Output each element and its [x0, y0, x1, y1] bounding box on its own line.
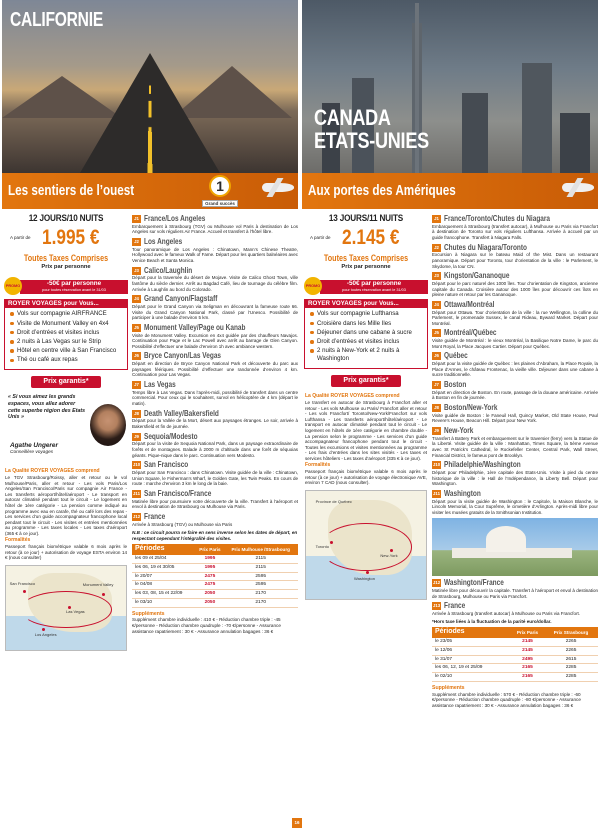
note-part: liées à la fluctuation de la parité euro/dollar. [456, 618, 552, 624]
supplements-text: Supplément chambre individuelle : 570 € - Réduction chambre triple : -60 €/personne - Réduction chambre quadruple : -80 €/personne - Assurance assistance rapatriement : 30 € - Assurance annulation bagages : 36 € [432, 691, 581, 708]
table-cell: les 09 et 25/04 [132, 555, 196, 563]
day-badge: J4 [432, 301, 441, 309]
advisor-quote [4, 392, 128, 462]
day-text: Départ pour Philadelphie, 1ère capitale des Etats-Unis. Visite à pied du centre historique de la ville : le Hall de l’Indépendance, la Liberty Bell. Départ pour Washington. [432, 470, 598, 487]
included-section [5, 468, 127, 561]
per-person-label: Prix par personne [341, 263, 391, 270]
day-badge: J6 [432, 352, 441, 360]
day-header [432, 351, 598, 361]
day-title: Kingston/Gananoque [444, 271, 510, 281]
table-cell: 2265 [544, 638, 598, 646]
map-route [320, 523, 411, 571]
day-text: Départ pour la traversée du désert de Mojave. Visite de Calico Ghost Town, ville fantôme du siècle dernier. Arrêt au Bagdad Café, lieu de tournage du célèbre film. Arrivée à Laughlin au bord du Colorado. [132, 275, 298, 292]
day-badge: J10 [433, 462, 441, 468]
period-price-table [432, 627, 598, 682]
day-badge: J5 [432, 329, 441, 337]
table-cell: le 31/07 [432, 655, 511, 664]
table-cell: 2050 [196, 599, 223, 608]
day-entry [132, 460, 298, 487]
table-cell: 2595 [223, 572, 298, 581]
map-dot [366, 571, 369, 574]
day-header [432, 426, 598, 436]
price-box [302, 225, 430, 253]
royer-list [304, 308, 428, 368]
table-cell: le 23/05 [432, 638, 511, 646]
map-dot [23, 590, 26, 593]
table-cell: 2285 [544, 664, 598, 673]
itinerary-note [432, 619, 598, 625]
day-title: Washington/France [444, 578, 505, 588]
included-text: Le transfert en autocar de Strasbourg à Francfort aller et retour - Les vols Mulhouse ou Paris/ Francfort aller et retour - Les vols Francfort/ Toronto/New-York/Francfort sur vols Lufthansa - Les transferts aéroport/hôtel/aéroport - Le transport en autocar climatisé pendant tout le circuit - Le logement en hôtels de 1ère catégorie en chambre double - La pension selon le programme - Les services d’un guide accompagnateur francophone pendant tout le circuit - Toutes les excursions et visites mentionnées au programme - Les frais d’entrées dans les sites visités - Les taxes et services hôteliers - Les taxes d’aéroport (335 € à ce jour). [305, 400, 427, 461]
table-cell: le 02/10 [432, 673, 511, 682]
table-row [432, 638, 598, 646]
day-badge: J1 [132, 215, 141, 223]
day-entry [432, 380, 598, 401]
day-title: France/Toronto/Chutes du Niagara [444, 214, 551, 223]
table-cell: 2285 [544, 673, 598, 682]
table-cell: le 12/06 [432, 646, 511, 655]
day-header [432, 300, 598, 310]
included-text: Le TGV Strasbourg/Roissy, aller et retour ou le vol Mulhouse/Paris, aller et retour - Les vols Paris/Los Angeles/San Francisco/Paris sur compagnie Air France - Les transferts aéroport/hôtel/aéroport - Le transport en autocar climatisé pendant tout le circuit - Le logement en hôtel de 1ère catégorie - La pension comme indiqué au programme avec eau en carafe, thé ou café lors des repas - Les services d’un guide accompagnateur francophone local pendant tout le circuit - Les visites et entrées mentionnées au programme - Les taxes locales - Les taxes d’aéroport (365 € à ce jour). [5, 475, 127, 536]
table-cell: le 20/07 [132, 572, 196, 581]
day-title: Monument Valley/Page ou Kanab [144, 322, 246, 332]
day-entry [132, 512, 298, 527]
tour-name: Les sentiers de l’ouest [8, 182, 135, 199]
day-entry [132, 294, 298, 321]
map-label: Monument Valley [82, 581, 114, 587]
day-title: Ottawa/Montréal [444, 299, 495, 309]
royer-item: Visite de Monument Valley en 4x4 [10, 320, 124, 328]
day-header [132, 512, 298, 522]
promo-box [320, 280, 428, 294]
day-title: Washington [444, 488, 481, 498]
map-label: Los Angeles [34, 632, 57, 638]
advisor-name: Agathe Ungerer [10, 442, 58, 450]
destination-title [314, 106, 429, 152]
table-cell: les 06, 19 et 30/05 [132, 563, 196, 572]
day-badge: J13 [433, 603, 441, 609]
table-row [432, 655, 598, 664]
formalities-title: Formalités [305, 462, 331, 469]
supplements [432, 685, 598, 708]
day-title: San Francisco/France [144, 488, 212, 498]
day-text: Départ pour le parc naturel des 1000 îles. Tour d’orientation de Kingston, ancienne capitale du Canada. Croisière autour des 1000 îles pour découvrir ces îlots en pleine nature et retour par les Gananoque. [432, 281, 598, 298]
table-cell: 2475 [196, 572, 223, 581]
building-shape [462, 93, 488, 173]
day-entry [132, 266, 298, 293]
royer-item: 2 nuits à New-York et 2 nuits à Washington [310, 347, 424, 363]
day-text: Départ pour la visite guidée de Washington : le Capitole, la Maison Blanche, le Lincoln Memorial, la Cour Suprême, le cimetière d’Arlington. Après-midi libre pour visiter les musées gratuits de la Smithsonian Institution. [432, 498, 598, 515]
supplements-text: Supplément chambre individuelle : 410 € - Réduction chambre triple : -45 €/personne - Réduction chambre quadruple : -70 €/personne - Assurance assistance rapatriement : 30 € - Assurance annulation bagages : 36 € [132, 617, 281, 634]
canada-itinerary [432, 212, 598, 708]
day-badge: J12 [433, 580, 441, 586]
guarantee-badge: Prix garantis* [331, 375, 401, 388]
day-entry [432, 403, 598, 424]
medal-rank: 1 [209, 175, 231, 197]
day-header [432, 271, 598, 281]
promo-star-badge: PROMO [4, 277, 22, 295]
newyork-hero-photo [302, 0, 598, 173]
day-badge: J5 [132, 324, 141, 332]
price-from-label: A partir de [10, 234, 31, 240]
day-header [432, 328, 598, 338]
map-label: Province de Québec [315, 498, 352, 504]
day-title: Calico/Laughlin [144, 265, 193, 275]
table-row [132, 555, 298, 563]
table-cell: 2165 [511, 664, 544, 673]
ttc-label: Toutes Taxes Comprises [323, 252, 409, 263]
day-title: New-York [444, 426, 474, 436]
day-entry [432, 214, 598, 241]
map-label: Las Vegas [66, 608, 85, 614]
building-shape [560, 113, 590, 173]
day-badge: J4 [132, 295, 141, 303]
day-header [132, 237, 298, 247]
day-header [132, 294, 298, 304]
day-text: Départ pour la visite de Sequoia National Park, dans un paysage extraordinaire de forêts et de montagnes. Balade à 2000 m d’altitude dans une forêt de séquoias géants. Pique-nique dans le parc. Continuation vers Modesto. [132, 441, 298, 458]
royer-item: Droit d’entrées et visites inclus [10, 329, 124, 337]
promo-main: -50€ par personne [346, 279, 402, 287]
day-header [132, 266, 298, 276]
table-row [132, 599, 298, 608]
table-cell: 2115 [223, 555, 298, 563]
airplane-icon [562, 183, 594, 192]
tour-name-band [2, 173, 298, 209]
royer-item: Vols sur compagnie AIRFRANCE [10, 310, 124, 318]
day-text: Départ pour la visite guidée de Québec : les plaines d’Abraham, la Place Royale, la Place d’Armes, le château Frontenac, la vieille ville. Déjeuner dans une cabane à sucre traditionnelle. [432, 361, 598, 378]
day-entry [432, 460, 598, 487]
day-text: Visite de Monument Valley. Excursion en 4x4 guidée par des chauffeurs Navajos. Continuation pour Page et le Lac Powell avec arrêt au barrage de Glen Canyon. Possibilité d’effectuer une balade d’environ 1h avec ambiance western. [132, 332, 298, 349]
california-column [2, 0, 298, 830]
itinerary-days [432, 214, 598, 617]
day-entry [432, 243, 598, 270]
ttc-label: Toutes Taxes Comprises [23, 252, 109, 263]
table-cell: 2495 [511, 655, 544, 664]
day-entry [432, 351, 598, 378]
table-header: Prix Strasbourg [544, 627, 598, 638]
day-badge: J8 [432, 404, 441, 412]
day-badge: J12 [133, 513, 141, 519]
promo-sub: pour toutes réservation avant le 31/03 [42, 287, 106, 292]
day-title: Boston/New-York [444, 403, 498, 412]
period-price-table [132, 544, 298, 608]
day-title: Death Valley/Bakersfield [144, 408, 219, 418]
table-header: Prix Mulhouse /Strasbourg [223, 544, 298, 555]
table-cell: 2165 [511, 673, 544, 682]
day-header [432, 403, 598, 413]
day-text: Départ pour San Francisco : dans Chinatown. Visite guidée de la ville : Chinatown, Union Square, le Fisherman’s Wharf, le Golden Gate, les Twin Peaks. En cours de route : marche d’environ 3 km le long de la baie. [132, 470, 298, 487]
day-entry [432, 328, 598, 349]
day-entry [432, 300, 598, 327]
day-text: Départ pour le Grand Canyon via Seligman en découvrant la fameuse route 66. Visite du Grand Canyon National Park, classé par l’Unesco. Possibilité de participer à une balade d’environ 5 km. [132, 304, 298, 321]
day-badge: J2 [132, 238, 141, 246]
day-title: Los Angeles [144, 237, 183, 247]
table-cell: 2050 [196, 590, 223, 599]
day-header [432, 460, 598, 470]
day-header [132, 351, 298, 361]
supplements [132, 611, 298, 634]
map-dot [102, 593, 105, 596]
day-entry [432, 578, 598, 599]
day-title: Las Vegas [144, 379, 176, 389]
included-section [305, 393, 427, 486]
table-cell: 2145 [511, 646, 544, 655]
day-badge: J9 [432, 427, 441, 435]
day-entry [432, 601, 598, 616]
day-entry [132, 323, 298, 350]
table-header: Prix Paris [511, 627, 544, 638]
day-header [132, 432, 298, 442]
day-badge: J7 [132, 381, 141, 389]
included-title: La Qualité ROYER VOYAGES comprend [305, 393, 400, 400]
day-entry [432, 489, 598, 516]
table-row [132, 590, 298, 599]
day-entry [132, 214, 298, 235]
day-badge: J7 [432, 381, 441, 389]
day-text: Départ pour Ottawa. Tour d’orientation de la ville : la rue Wellington, la colline du Parlement, le promenade Sussex, le canal Rideau, Byward Market. Départ pour Montréal. [432, 309, 598, 326]
day-text: Temps libre à Las Vegas. Dans l’après-midi, possibilité de transfert dans un centre commercial. Pour ceux qui le souhaitent, survol en hélicoptère de 4 km (départ le matin). [132, 389, 298, 406]
day-text: Excursion à Niagara sur le bateau Maid of the Mist. Dans un restaurant panoramique. Départ pour Toronto, tour d’orientation de la ville : le Parlement, le Skydome, la tour CN. [432, 252, 598, 269]
day-entry [132, 489, 298, 510]
day-header [132, 323, 298, 333]
day-title: France/Los Angeles [144, 214, 206, 223]
guarantee-badge: Prix garantis* [31, 376, 101, 389]
royer-item: Croisière dans les Mille Iles [310, 320, 424, 328]
map-label: San Francisco [9, 580, 36, 586]
day-text: Matinée libre pour découvrir la capitale. Transfert à l’aéroport et envol à destination de Strasbourg, Mulhouse ou Paris via Francfort. [432, 588, 598, 599]
royer-title: ROYER VOYAGES pour Vous... [304, 299, 428, 309]
airplane-icon [262, 183, 294, 192]
day-header [432, 601, 598, 611]
included-title: La Qualité ROYER VOYAGES comprend [5, 468, 100, 475]
day-text: Arrivée à Strasbourg (transfert autocar) à Mulhouse ou Paris via Francfort. [432, 611, 581, 617]
day-header [132, 489, 298, 499]
itinerary-days [132, 214, 298, 527]
canada-left-panel [302, 213, 430, 600]
grand-succes-medal [202, 173, 238, 213]
canada-route-map [305, 490, 427, 600]
day-title: Grand Canyon/Flagstaff [144, 294, 218, 304]
day-title: Sequoia/Modesto [144, 431, 198, 441]
royer-item: 2 nuits à Las Vegas sur le Strip [10, 338, 124, 346]
table-header: Périodes [432, 627, 511, 638]
day-badge: J9 [132, 433, 141, 441]
california-hero-photo [2, 0, 298, 173]
promo-main: -50€ par personne [46, 279, 102, 287]
table-header: Prix Paris [196, 544, 223, 555]
promo-box [20, 280, 128, 294]
table-row [132, 563, 298, 572]
day-text: Départ pour la Vallée de la Mort, désert aux paysages étranges. Le soir, arrivée à Bakersfield et fin de journée. [132, 418, 298, 430]
table-row [132, 572, 298, 581]
map-label: Washington [354, 576, 375, 582]
table-cell: les 06, 12, 19 et 25/09 [432, 664, 511, 673]
supplements-title: Suppléments [132, 611, 165, 618]
formalities-text: Passeport français biométrique valable 6 mois après le retour (à ce jour) + autorisation de voyage électronique AVE, environ 7 CAD (nous consulter). [305, 469, 427, 486]
table-cell: 2170 [223, 599, 298, 608]
destination-title: CALIFORNIE [10, 9, 103, 31]
table-row [432, 673, 598, 682]
table-cell: 2170 [223, 590, 298, 599]
itinerary-note: N.B : ce circuit pourra se faire en sens inverse selon les dates de départ, en respectant cependant l’intégralité des visites. [132, 530, 298, 541]
map-dot [330, 541, 333, 544]
promo-banner [304, 277, 428, 295]
day-badge: J11 [133, 490, 140, 496]
day-header [132, 409, 298, 419]
day-text: Tour panoramique de Los Angeles : Chinatown, Mann’s Chinese Theatre, Hollywood avec le fameux Walk of Fame. Départ pour les quartiers balnéaires avec Venice Beach et Santa Monica. [132, 246, 298, 264]
quote-text: « Si vous aimez les grands espaces, vous allez adorer cette superbe région des Etats Unis » [8, 394, 86, 421]
capitol-photo [432, 518, 598, 576]
day-badge: J3 [432, 272, 441, 280]
day-entry [432, 426, 598, 458]
dome-shape [486, 526, 526, 552]
royer-list [4, 308, 128, 369]
supplements-title: Suppléments [432, 685, 465, 692]
day-text: Départ en direction de Bryce Canyon National Park et découverte du parc aux paysages féériques. Possibilité d’effectuer une randonnée d’environ 4 km. Continuation pour Las Vegas. [132, 361, 298, 378]
california-left-panel [2, 213, 130, 651]
royer-title: ROYER VOYAGES pour Vous... [4, 299, 128, 309]
destination-title-line: CANADA [314, 105, 391, 130]
page-number: 16 [292, 818, 302, 828]
price-from-label: A partir de [310, 234, 331, 240]
day-title: Québec [444, 351, 468, 361]
day-header [132, 214, 298, 224]
table-header: Périodes [132, 544, 196, 555]
royer-item: Hôtel en centre ville à San Francisco [10, 347, 124, 355]
day-badge: J10 [133, 462, 141, 468]
promo-star-badge: PROMO [304, 277, 322, 295]
california-route-map [5, 565, 127, 651]
duration: 12 JOURS/10 NUITS [28, 213, 104, 224]
day-title: Philadelphie/Washington [444, 460, 521, 470]
map-label: New-York [380, 552, 398, 558]
day-entry [132, 351, 298, 378]
day-title: France [144, 511, 166, 521]
table-cell: 2265 [544, 646, 598, 655]
promo-sub: pour toutes réservation avant le 31/03 [342, 287, 406, 292]
day-badge: J3 [132, 267, 141, 275]
day-title: Boston [444, 379, 467, 389]
day-badge: J2 [432, 244, 441, 252]
table-cell: 2615 [544, 655, 598, 664]
day-title: San Francisco [144, 460, 189, 470]
day-title: Chutes du Niagara/Toronto [444, 242, 527, 252]
table-row [432, 664, 598, 673]
advisor-role: Conseillère voyages [10, 450, 54, 456]
table-cell: les 03, 08, 15 et 22/09 [132, 590, 196, 599]
day-badge: J6 [132, 352, 141, 360]
price: 2.145 € [342, 225, 400, 249]
day-text: Embarquement à Strasbourg (TGV) ou Mulhouse vol Paris à destination de Los Angeles sur vols réguliers Air France. Accueil et transfert à l’hôtel libre. [132, 223, 298, 235]
day-text: Embarquement à Strasbourg (transfert autocar), à Mulhouse ou Paris via Francfort à destination de Toronto sur vols réguliers Lufthansa. Arrivée à accueil par un guide francophone. Transfert à Niagara Falls. [432, 223, 598, 241]
day-header [132, 460, 298, 470]
day-title: Montréal/Québec [444, 328, 497, 338]
formalities-text: Passeport français biométrique valable 6 mois après le retour (à ce jour) + autorisation de voyage ESTA environ 14 € (nous consulter) [5, 544, 127, 561]
table-cell: 2115 [223, 563, 298, 572]
canada-usa-column [302, 0, 598, 830]
table-cell: le 04/08 [132, 581, 196, 590]
table-cell: 2595 [223, 581, 298, 590]
day-header [432, 380, 598, 390]
day-badge: J1 [432, 215, 441, 223]
day-title: France [444, 601, 466, 611]
table-cell: le 03/10 [132, 599, 196, 608]
day-entry [132, 409, 298, 430]
royer-item: Droit d’entrées et visites inclus [310, 338, 424, 346]
formalities-title: Formalités [5, 537, 31, 544]
table-cell: 1995 [196, 563, 223, 572]
tour-name-band [302, 173, 598, 209]
day-text: Visite guidée de Boston : le Faneuil Hall, Quincy Market, Old State House, Paul Revere’s House, Beacon Hill. Départ pour New York. [432, 412, 598, 424]
day-entry [432, 271, 598, 298]
price: 1.995 € [42, 225, 100, 249]
table-cell: 2475 [196, 581, 223, 590]
advisor-photo [90, 404, 126, 446]
tour-name: Aux portes des Amériques [308, 182, 456, 199]
day-header [432, 214, 598, 224]
day-header [132, 380, 298, 390]
note-part: *Hors taxe [432, 618, 455, 624]
royer-item: Déjeuner dans une cabane à sucre [310, 329, 424, 337]
duration: 13 JOURS/11 NUITS [328, 213, 404, 224]
per-person-label: Prix par personne [41, 263, 91, 270]
day-text: Matinée libre pour poursuivre votre découverte de la ville. Transfert à l’aéroport et envol à destination de Strasbourg ou Mulhouse via Paris. [132, 498, 298, 510]
day-entry [132, 432, 298, 459]
price-box [2, 225, 130, 253]
table-row [132, 581, 298, 590]
day-text: Transfert à Battery Park et embarquement sur le traversier (ferry) vers la Statue de la Liberté. Visite guidée de la ville : Manhattan, Times Square, la 5ème Avenue avec St Patrick’s Cathedral, le Rockefeller Center, Central Park, Wall Street, Financial District, le fameux pont de Brooklyn. [432, 435, 598, 458]
promo-banner [4, 277, 128, 295]
table-cell: 2145 [511, 638, 544, 646]
day-header [432, 489, 598, 499]
day-badge: J11 [433, 490, 440, 496]
california-itinerary [132, 212, 298, 634]
day-entry [132, 380, 298, 407]
map-label: Toronto [315, 543, 329, 549]
medal-label: Grand succès [202, 200, 238, 207]
day-entry [132, 237, 298, 264]
day-header [432, 578, 598, 588]
day-badge: J8 [132, 410, 141, 418]
table-row [432, 646, 598, 655]
day-header [432, 243, 598, 253]
table-cell: 1995 [196, 555, 223, 563]
day-text: Départ en direction de Boston. En route, passage de la douane américaine. Arrivée à Boston en fin de journée. [432, 389, 598, 401]
day-text: Arrivée à Strasbourg (TGV) ou Mulhouse via Paris [132, 521, 233, 527]
destination-title-line: ETATS-UNIES [314, 128, 429, 154]
day-title: Bryce Canyon/Las Vegas [144, 351, 222, 361]
day-text: Visite guidée de Montréal : le vieux Montréal, la Basilique Notre Dame, le parc du Mont Royal, la Place Jacques Cartier. Départ pour Québec. [432, 338, 598, 349]
building-shape [522, 63, 552, 173]
royer-item: Thé ou café aux repas [10, 356, 124, 364]
royer-item: Vols sur compagnie Lufthansa [310, 310, 424, 318]
